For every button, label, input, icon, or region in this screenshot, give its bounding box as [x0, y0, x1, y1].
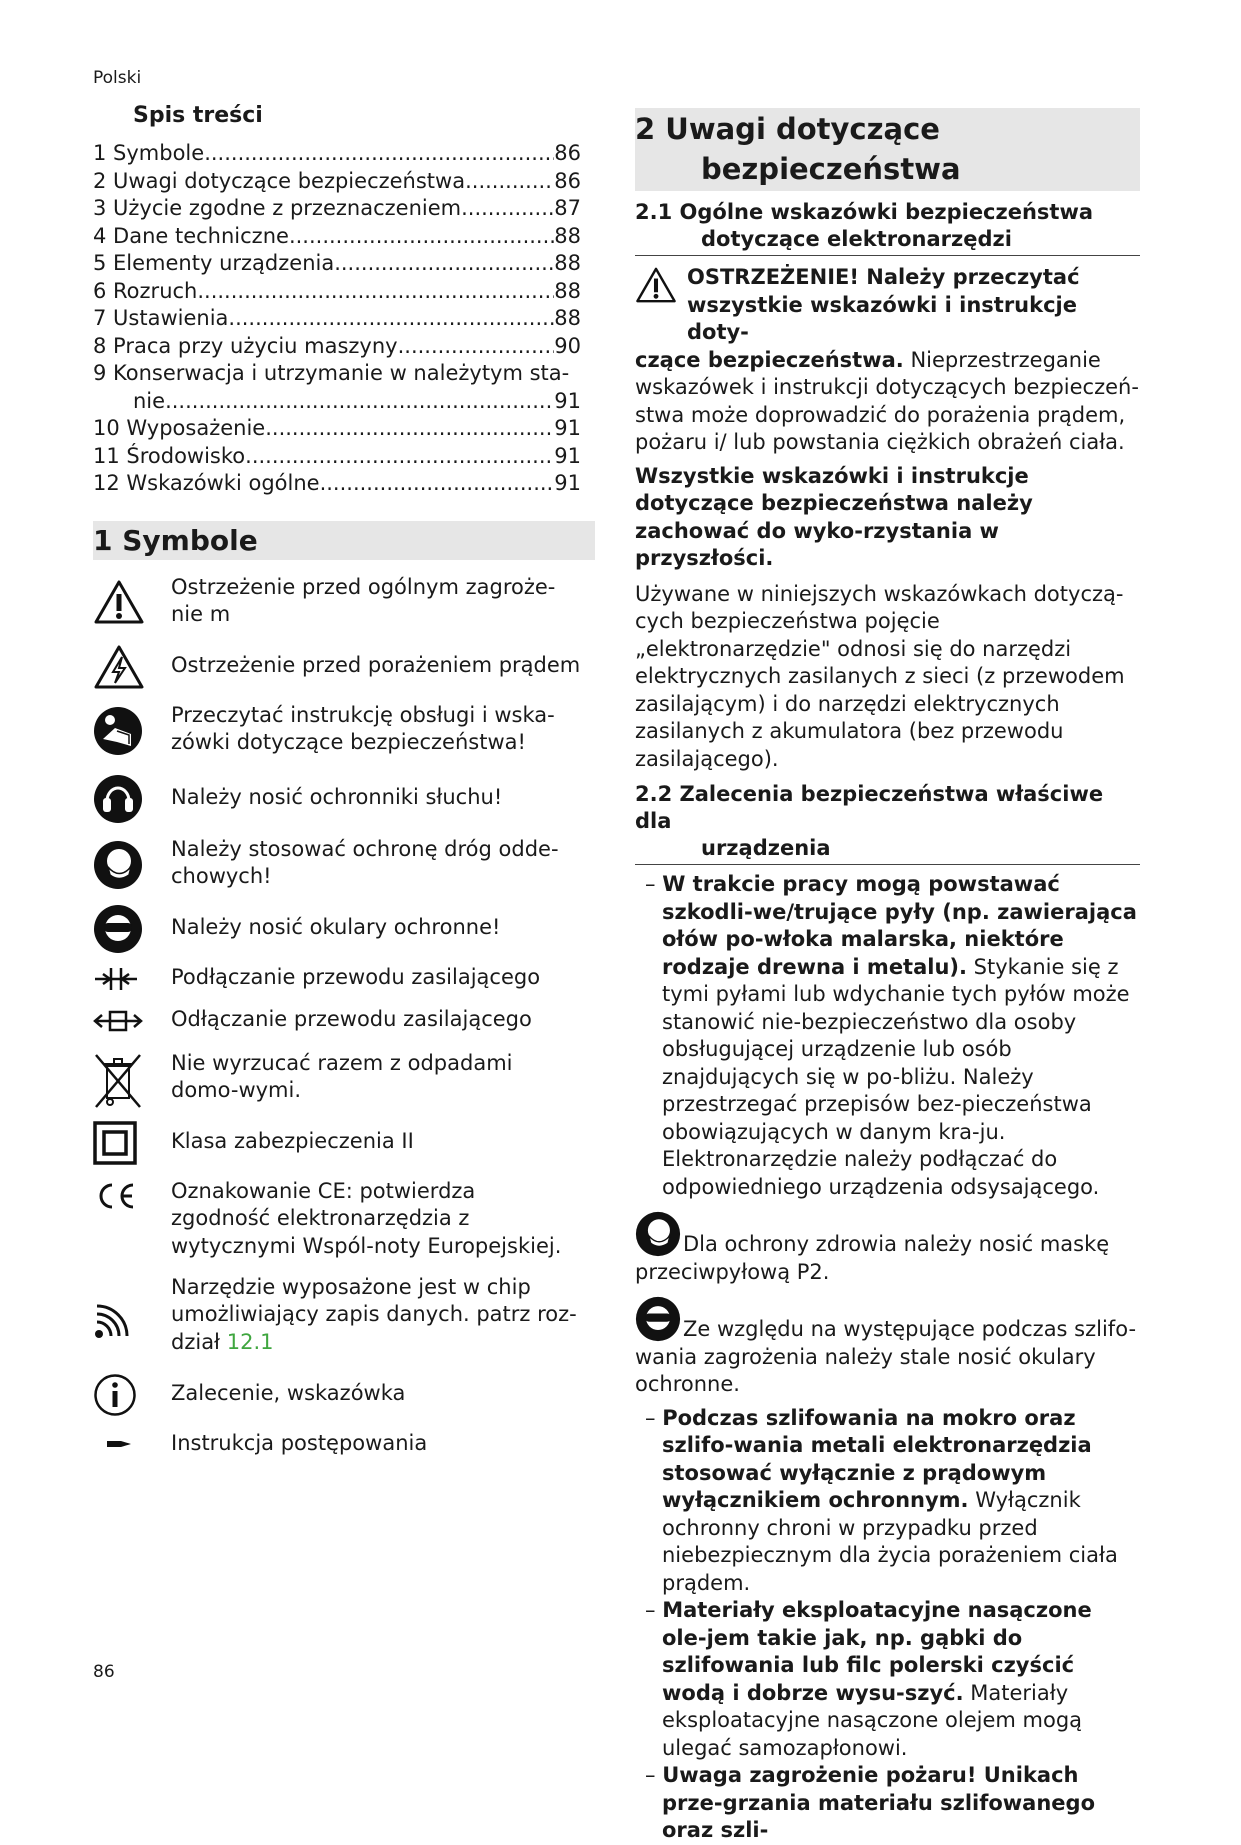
respiratory-protection-icon — [635, 1211, 681, 1257]
symbol-row: Zalecenie, wskazówka — [93, 1372, 593, 1424]
toc-item-continued[interactable]: nie ..... 91 — [93, 388, 581, 416]
right-column — [635, 108, 1140, 1845]
toc-item[interactable]: 9 Konserwacja i utrzymanie w należytym sta- — [93, 361, 570, 385]
respiratory-protection-icon — [93, 840, 143, 890]
language-label: Polski — [93, 68, 142, 88]
symbol-row: Należy nosić ochronniki słuchu! — [93, 772, 593, 836]
ear-protection-icon — [93, 774, 143, 824]
toc-item[interactable]: 10 Wyposażenie ..... 91 — [93, 415, 581, 443]
warning-block: OSTRZEŻENIE! Należy przeczytać wszystkie wskazówki i instrukcje doty- — [635, 264, 1140, 347]
page-number: 86 — [93, 1662, 115, 1682]
eye-protection-icon — [635, 1296, 681, 1342]
symbol-row: Instrukcja postępowania — [93, 1424, 593, 1464]
rfid-chip-icon — [93, 1304, 129, 1340]
symbol-row: Podłączanie przewodu zasilającego — [93, 962, 593, 1004]
chapter-link[interactable]: 12.1 — [226, 1329, 274, 1354]
general-warning-icon — [93, 579, 145, 625]
symbol-row: Nie wyrzucać razem z odpadami domo-wymi. — [93, 1050, 593, 1120]
toc-item[interactable]: 5 Elementy urządzenia ..... 88 — [93, 250, 581, 278]
toc-item[interactable]: 3 Użycie zgodne z przeznaczeniem ..... 87 — [93, 195, 581, 223]
bullet-fire-hazard: – Uwaga zagrożenie pożaru! Unikach prze-grzania materiału szlifowanego oraz szli- — [645, 1763, 1096, 1842]
toc-item[interactable]: 2 Uwagi dotyczące bezpieczeństwa ..... 86 — [93, 168, 581, 196]
toc-item[interactable]: 7 Ustawienia ..... 88 — [93, 305, 581, 333]
toc-item[interactable]: 11 Środowisko ..... 91 — [93, 443, 581, 471]
symbol-row: Należy stosować ochronę dróg odde-chowych! — [93, 836, 593, 902]
section-heading-safety: 2 Uwagi dotyczące bezpieczeństwa — [635, 108, 1140, 191]
bullet-wet-grinding: – Podczas szlifowania na mokro oraz szlifo-wania metali elektronarzędzia stosować wyłącznie z prądowym wyłącznikiem ochronnym. Wyłącznik ochronny chroni w przypadku przed niebezpiecznym dla życia porażeniem ciała prądem. — [645, 1405, 1118, 1595]
toc-item[interactable]: 1 Symbole ..... 86 — [93, 140, 581, 168]
toc-item[interactable]: 8 Praca przy użyciu maszyny ..... 90 — [93, 333, 581, 361]
ce-mark-icon — [93, 1181, 139, 1211]
subsection-heading-general: 2.1 Ogólne wskazówki bezpieczeństwa dotyczące elektronarzędzi — [635, 199, 1140, 256]
read-manual-icon — [93, 706, 143, 756]
symbol-row: Klasa zabezpieczenia II — [93, 1120, 593, 1178]
subsection-heading-device: 2.2 Zalecenia bezpieczeństwa właściwe dla urządzenia — [635, 781, 1140, 865]
symbol-row: Ostrzeżenie przed porażeniem prądem — [93, 642, 593, 702]
general-warning-icon — [635, 266, 677, 304]
bullet-oil-materials: – Materiały eksploatacyjne nasączone ole-jem takie jak, np. gąbki do szlifowania lub filc polerski czyścić wodą i dobrze wysu-szyć. Materiały eksploatacyjne nasączone olejem mogą ulegać samozapłonowi. — [645, 1598, 1092, 1760]
electric-shock-warning-icon — [93, 644, 145, 690]
symbol-row: Odłączanie przewodu zasilającego — [93, 1004, 593, 1050]
mask-note: Dla ochrony zdrowia należy nosić maskę przeciwpyłową P2. — [635, 1211, 1140, 1286]
plug-connect-icon — [93, 965, 139, 993]
eye-protection-icon — [93, 904, 143, 954]
warning-text: czące bezpieczeństwa. Nieprzestrzeganie wskazówek i instrukcji dotyczących bezpieczeń-stwa może doprowadzić do porażenia prądem, pożaru i/ lub powstania ciężkich obrażeń ciała. — [635, 347, 1139, 454]
bullet-dust: – W trakcie pracy mogą powstawać szkodli-we/trujące pyły (np. zawierająca ołów po-włoka malarska, niektóre rodzaje drewna i metalu). Stykanie się z tymi pyłami lub wdychanie tych pyłów może stanowić nie-bezpieczeństwo dla osoby obsługującej urządzenie lub osób znajdujących się w po-bliżu. Należy przestrzegać przepisów bez-pieczeństwa obowiązujących w danym kra-ju. Elektronarzędzie należy podłączać do odpowiedniego urządzenia odsysającego. — [645, 872, 1137, 1199]
symbol-row: Należy nosić okulary ochronne! — [93, 902, 593, 962]
no-household-waste-icon — [93, 1052, 143, 1110]
symbol-row: Ostrzeżenie przed ogólnym zagroże-nie m — [93, 574, 593, 642]
table-of-contents — [93, 140, 593, 498]
goggles-note: Ze względu na występujące podczas szlifo-wania zagrożenia należy stale nosić okulary ochronne. — [635, 1296, 1140, 1399]
info-icon — [93, 1373, 137, 1417]
keep-instructions: Wszystkie wskazówki i instrukcje dotyczące bezpieczeństwa należy zachować do wyko-rzystania w przyszłości. — [635, 463, 1033, 570]
toc-item[interactable]: 6 Rozruch ..... 88 — [93, 278, 581, 306]
symbol-row: Narzędzie wyposażone jest w chip umożliwiający zapis danych. patrz roz-dział 12.1 — [93, 1274, 593, 1372]
plug-disconnect-icon — [93, 1007, 143, 1035]
symbol-list — [93, 574, 593, 1464]
symbol-row: Oznakowanie CE: potwierdza zgodność elektronarzędzia z wytycznymi Wspól-noty Europejskiej. — [93, 1178, 593, 1274]
toc-title: Spis treści — [133, 103, 263, 128]
instruction-arrow-icon — [107, 1438, 131, 1450]
symbol-row: Przeczytać instrukcję obsługi i wska-zówki dotyczące bezpieczeństwa! — [93, 702, 593, 772]
section-heading-symbols: 1 Symbole — [93, 521, 595, 560]
power-tool-definition: Używane w niniejszych wskazówkach dotyczą-cych bezpieczeństwa pojęcie „elektronarzędzie" odnosi się do narzędzi elektrycznych zasilanych z sieci (z przewodem zasilającym) i do narzędzi elektrycznych zasilanych z akumulatora (bez przewodu zasilającego). — [635, 581, 1125, 771]
toc-item[interactable]: 12 Wskazówki ogólne ..... 91 — [93, 470, 581, 498]
left-column — [93, 103, 593, 1464]
protection-class-ii-icon — [93, 1121, 137, 1165]
toc-item[interactable]: 4 Dane techniczne ..... 88 — [93, 223, 581, 251]
